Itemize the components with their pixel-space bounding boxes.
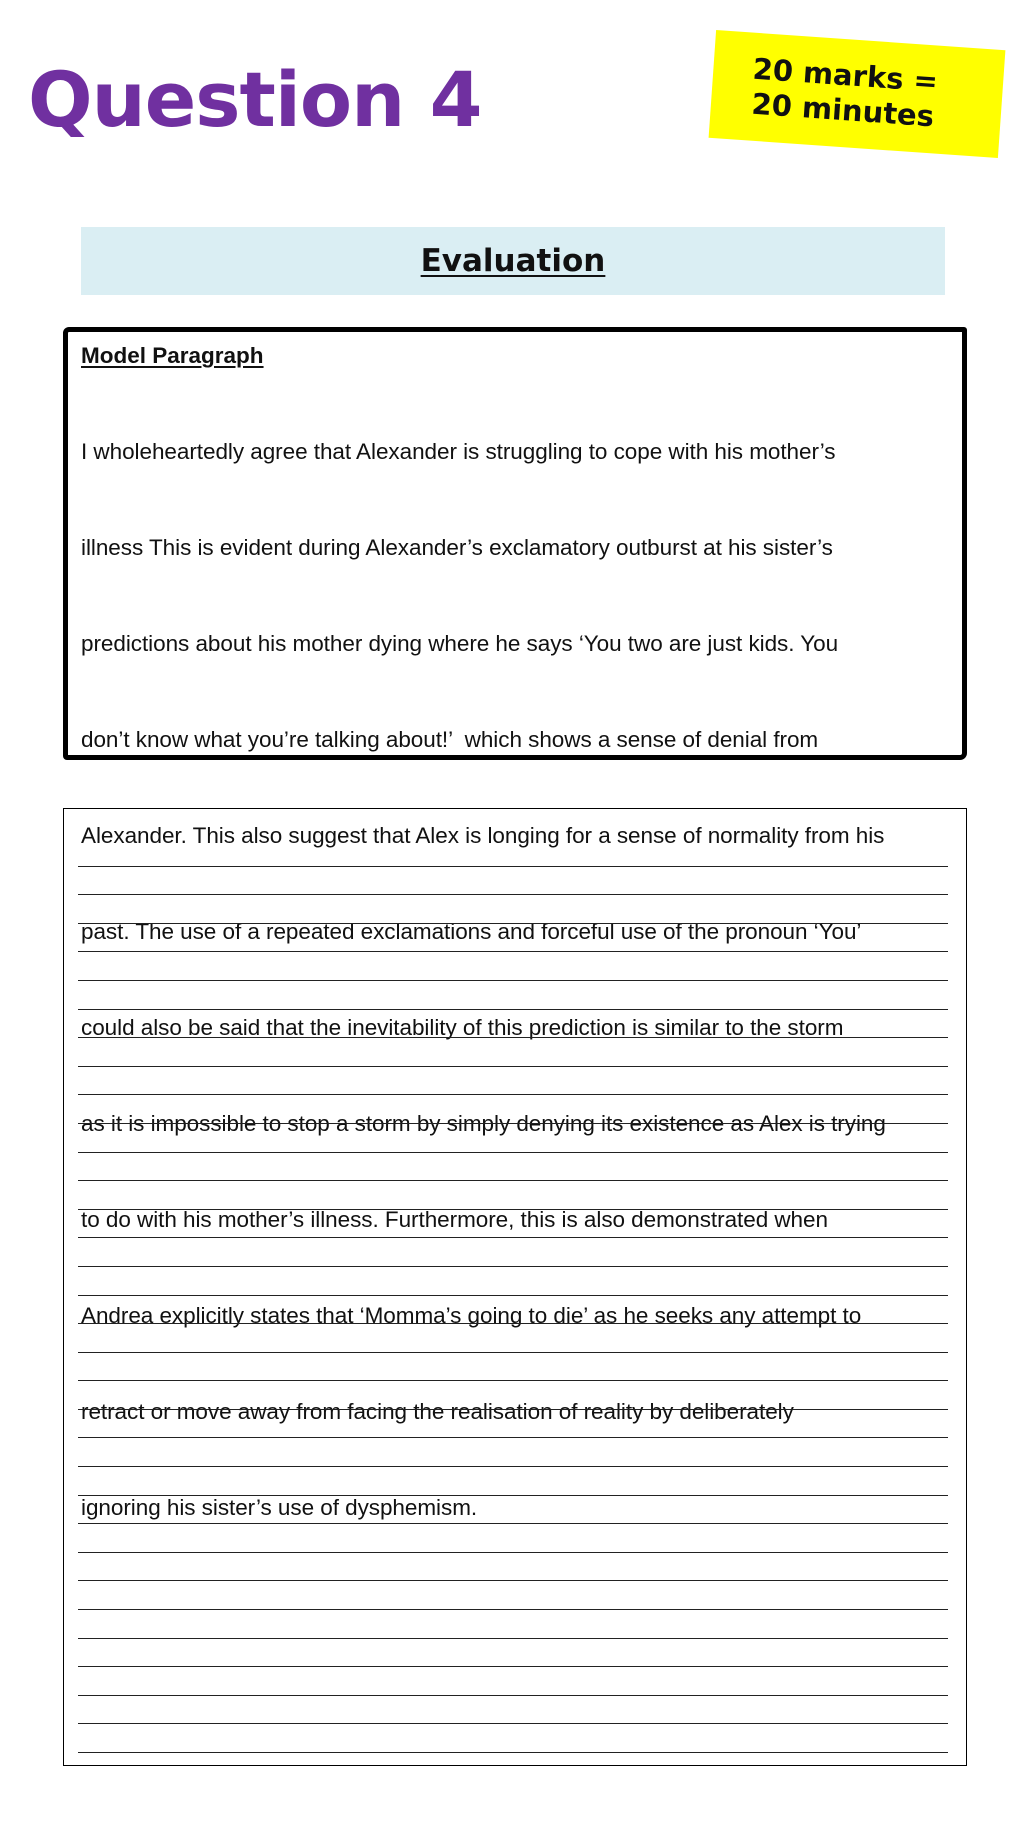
writing-line <box>78 952 948 981</box>
writing-line <box>78 1381 948 1410</box>
model-paragraph-line: predictions about his mother dying where he says ‘You two are just kids. You <box>81 631 839 656</box>
writing-line <box>78 1296 948 1325</box>
writing-line <box>78 1324 948 1353</box>
writing-line <box>78 1353 948 1382</box>
writing-line <box>78 1410 948 1439</box>
model-paragraph-line: don’t know what you’re talking about!’ which shows a sense of denial from <box>81 727 819 752</box>
writing-line <box>78 1496 948 1525</box>
writing-line <box>78 1067 948 1096</box>
model-paragraph-line: as it is impossible to stop a storm by simply denying its existence as Alex is trying <box>81 1111 886 1136</box>
model-paragraph-line: Andrea explicitly states that ‘Momma’s going to die’ as he seeks any attempt to <box>81 1303 862 1328</box>
question-title: Question 4 <box>28 55 482 144</box>
writing-line <box>78 1553 948 1582</box>
writing-line <box>78 1438 948 1467</box>
writing-line <box>78 1095 948 1124</box>
model-paragraph-line: to do with his mother’s illness. Furthermore, this is also demonstrated when <box>81 1207 828 1232</box>
model-paragraph-line: Alexander. This also suggest that Alex is longing for a sense of normality from his <box>81 823 885 848</box>
writing-line <box>78 1610 948 1639</box>
writing-line <box>78 1581 948 1610</box>
model-paragraph-line: I wholeheartedly agree that Alexander is struggling to cope with his mother’s <box>81 439 836 464</box>
section-heading: Evaluation <box>420 243 606 279</box>
writing-line <box>78 1010 948 1039</box>
writing-line <box>78 1238 948 1267</box>
writing-line <box>78 1038 948 1067</box>
writing-line <box>78 838 948 867</box>
writing-line <box>78 1696 948 1725</box>
model-paragraph-line: ignoring his sister’s use of dysphemism. <box>81 1495 478 1520</box>
model-paragraph-line: past. The use of a repeated exclamations and forceful use of the pronoun ‘You’ <box>81 919 862 944</box>
model-paragraph-line: illness This is evident during Alexander’s exclamatory outburst at his sister’s <box>81 535 833 560</box>
marks-line-1: 20 marks = <box>751 51 940 99</box>
writing-line <box>78 1153 948 1182</box>
writing-line <box>78 1724 948 1753</box>
writing-line <box>78 895 948 924</box>
writing-line <box>78 1667 948 1696</box>
writing-line <box>78 1210 948 1239</box>
writing-line <box>78 924 948 953</box>
writing-lines <box>78 838 948 1753</box>
section-heading-band <box>81 227 945 295</box>
model-paragraph-line: retract or move away from facing the realisation of reality by deliberately <box>81 1399 794 1424</box>
writing-line <box>78 1467 948 1496</box>
writing-line <box>78 1639 948 1668</box>
answer-writing-area[interactable] <box>63 808 967 1766</box>
model-paragraph-line: could also be said that the inevitability of this prediction is similar to the storm <box>81 1015 844 1040</box>
writing-line <box>78 1267 948 1296</box>
writing-line <box>78 1181 948 1210</box>
writing-line <box>78 1524 948 1553</box>
model-paragraph-box <box>63 327 967 1520</box>
marks-sticky-note <box>709 30 1006 158</box>
writing-line <box>78 981 948 1010</box>
marks-line-2: 20 minutes <box>750 86 936 134</box>
writing-line <box>78 867 948 896</box>
writing-line <box>78 1124 948 1153</box>
model-paragraph-heading: Model Paragraph <box>81 343 264 368</box>
